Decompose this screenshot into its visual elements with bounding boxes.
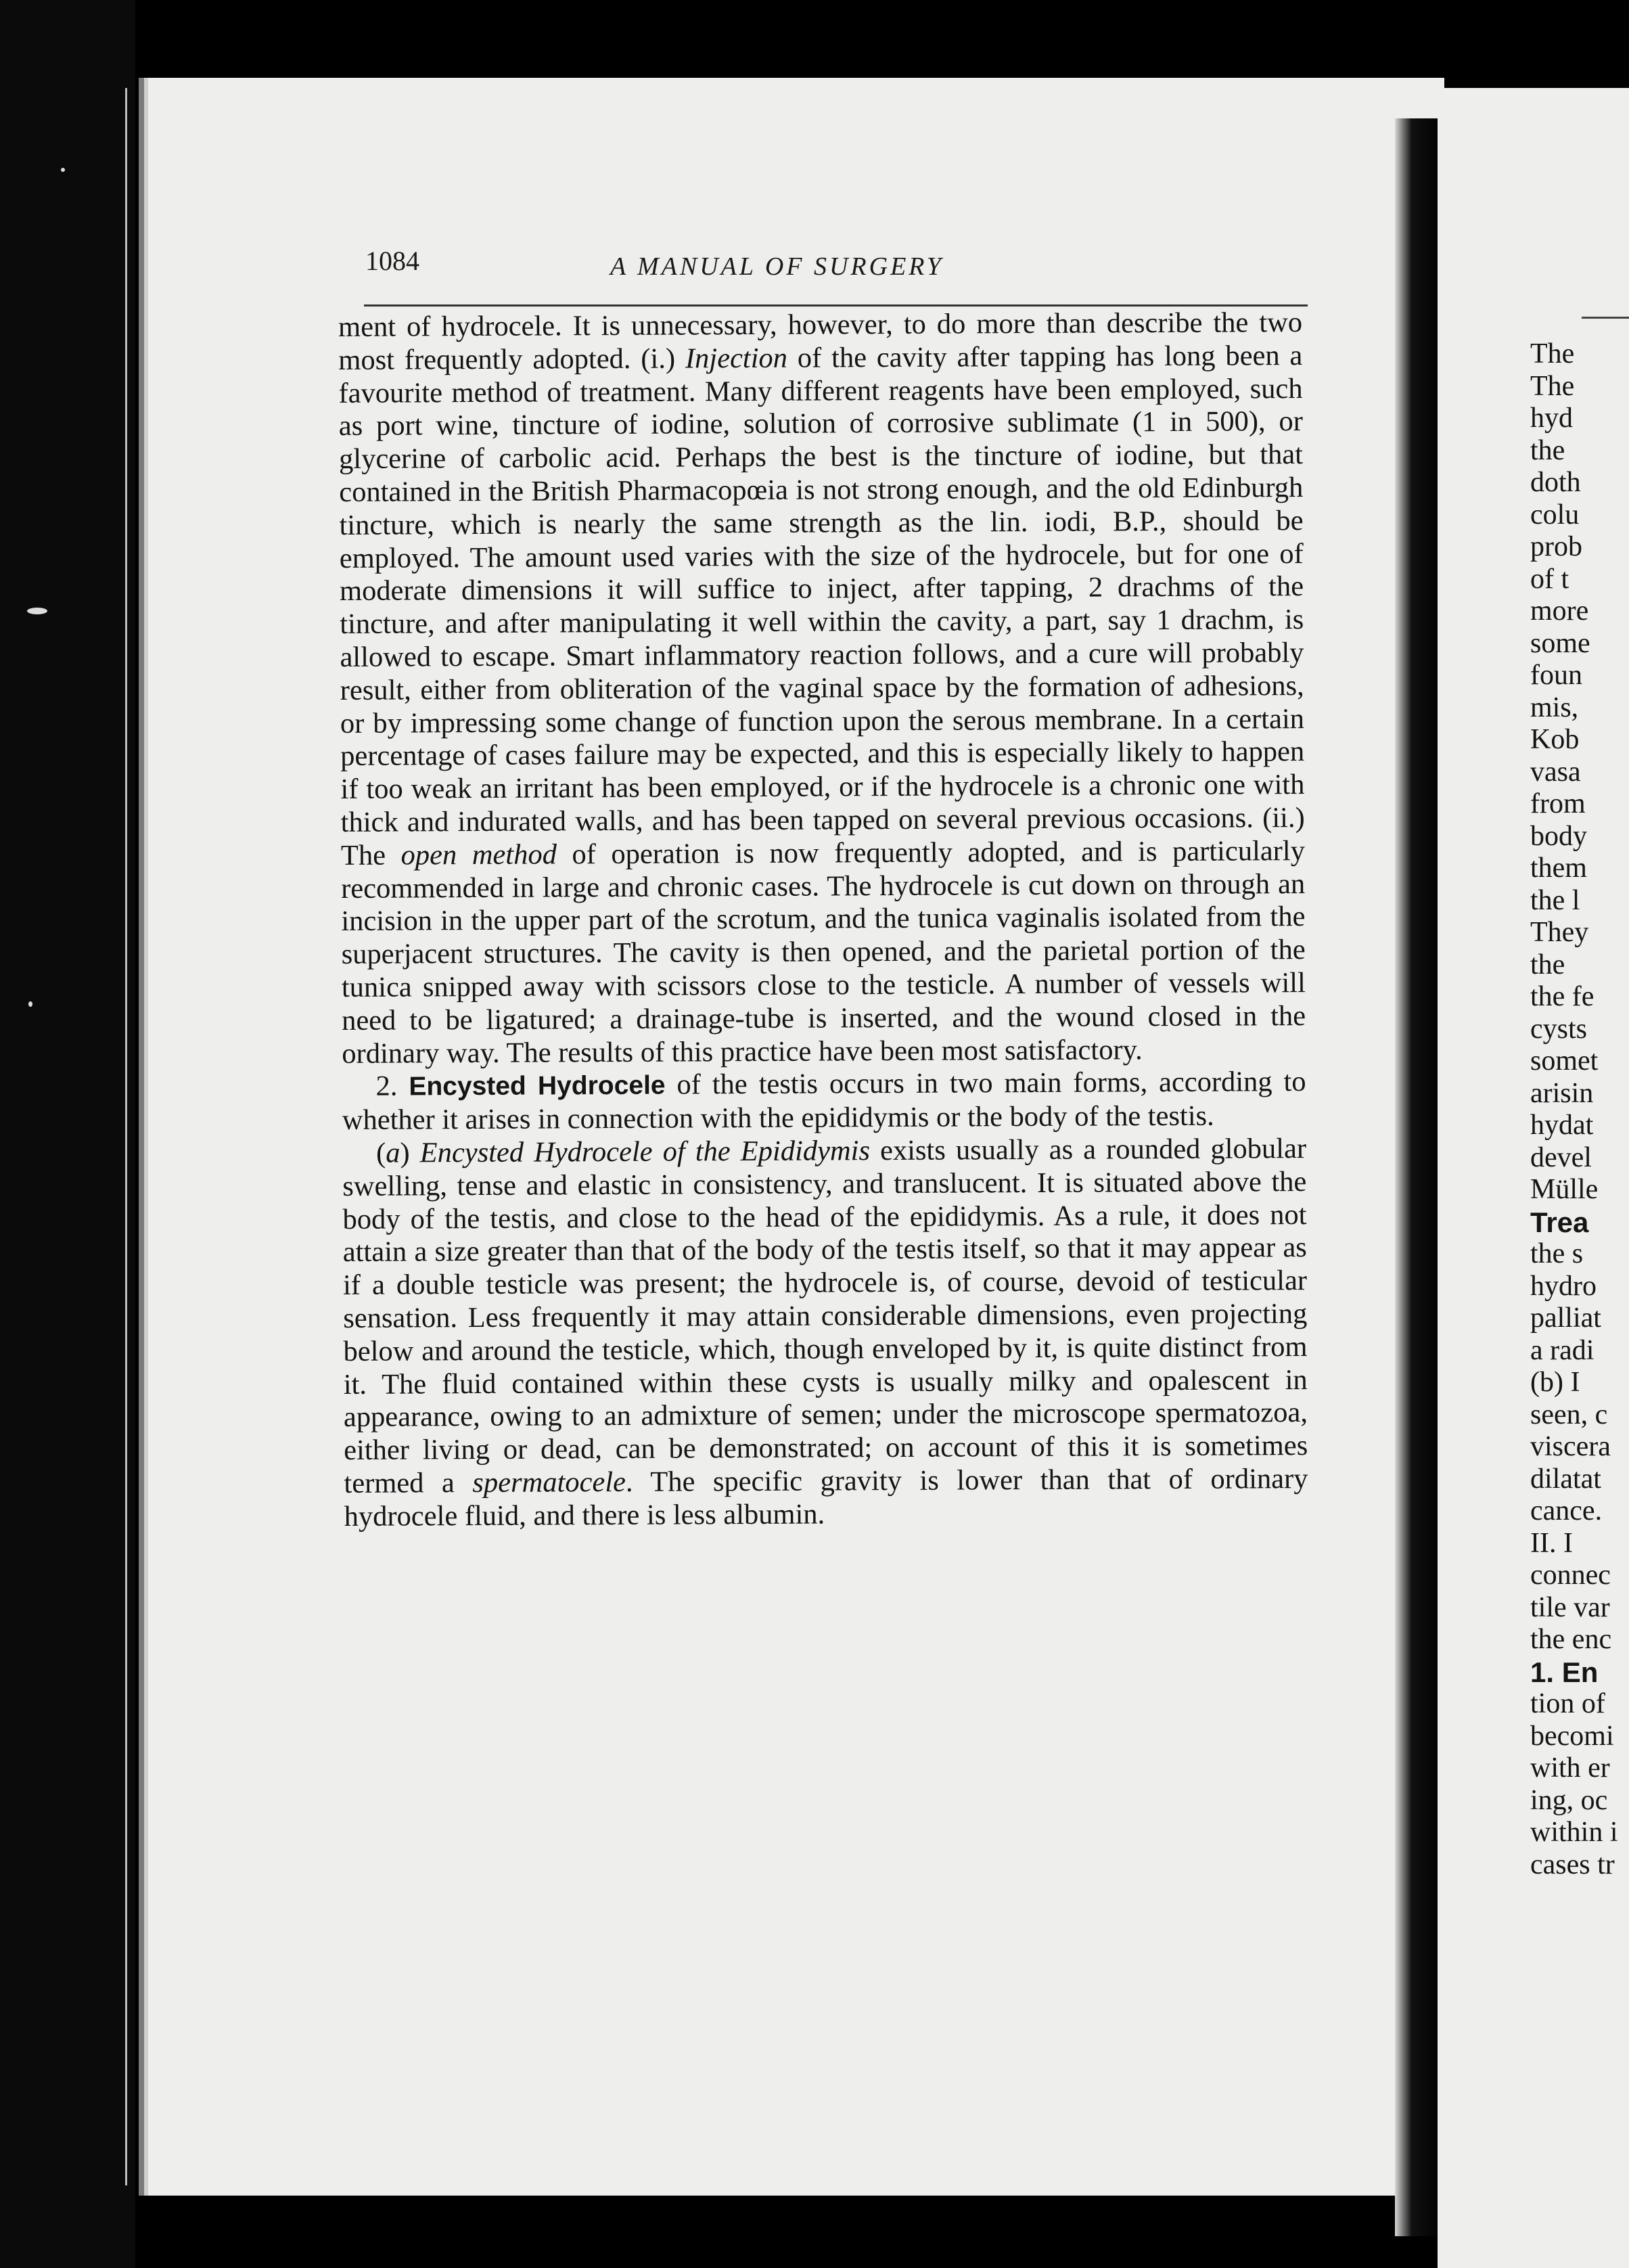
facing-page-line: hydat — [1530, 1110, 1594, 1141]
facing-page-line: ing, oc — [1530, 1784, 1608, 1816]
facing-page-line: the — [1530, 949, 1565, 980]
facing-page-line: connec — [1530, 1560, 1611, 1591]
page-number: 1084 — [365, 246, 419, 276]
facing-page-line: body — [1530, 820, 1587, 852]
scan-left-margin — [0, 0, 135, 2268]
facing-page-line: Mülle — [1530, 1174, 1599, 1205]
facing-page-line: cance. — [1530, 1495, 1603, 1526]
facing-page-line: the s — [1530, 1238, 1584, 1269]
header-rule — [364, 304, 1308, 307]
facing-page-line: prob — [1530, 531, 1582, 562]
running-title: A MANUAL OF SURGERY — [610, 252, 944, 281]
scan-speck — [28, 1001, 32, 1007]
book-gutter — [1395, 118, 1442, 2236]
facing-page-line: becomi — [1530, 1720, 1614, 1752]
facing-page-line: foun — [1530, 660, 1582, 691]
facing-page-line: doth — [1530, 467, 1581, 498]
facing-page-line: of t — [1530, 563, 1569, 595]
facing-page-line: the — [1530, 434, 1565, 466]
paragraph-epididymis: (a) Encysted Hydrocele of the Epididymis exists usually as a rounded globular swelling, tense and elastic in consistency, and translucent. It is situated above the body of the testis, and close to the head of the epididymis. As a rule, it does not attain a size greater than that of the body of the testis itself, so that it may appear as if a double testicle was present; the hydrocele is, of course, devoid of testicular sensation. Less frequently it may attain considerable dimensions, even projecting below and around the testicle, which, though enveloped by it, is quite distinct from it. The fluid contained within these cysts is usually milky and opalescent in appearance, owing to an admixture of semen; under the microscope spermatozoa, either living or dead, can be demonstrated; on account of this it is sometimes termed a spermatocele. The specific gravity is lower than that of ordinary hydrocele fluid, and there is less albumin. — [342, 1132, 1308, 1533]
facing-page-line: more — [1530, 595, 1589, 627]
facing-page-line: devel — [1530, 1141, 1592, 1173]
facing-page-line: The — [1530, 370, 1575, 402]
paragraph-hydrocele-treatment: ment of hydrocele. It is unnecessary, however, to do more than describe the two most frequently adopted. (i.) Injection of the cavity after tapping has long been a favourite method of treatment. Many different reagents have been employed, such as port wine, tincture of iodine, solution of corrosive sublimate (1 in 500), or glycerine of carbolic acid. Perhaps the best is the tincture of iodine, but that contained in the British Pharmacopœia is not strong enough, and the old Edinburgh tincture, which is nearly the same strength as the lin. iodi, B.P., should be employed. The amount used varies with the size of the hydrocele, but for one of moderate dimensions it will suffice to inject, after tapping, 2 drachms of the tincture, and after manipulating it well within the cavity, a part, say 1 drachm, is allowed to escape. Smart inflammatory reaction follows, and a cure will probably result, either from obliteration of the vaginal space by the formation of adhesions, or by impressing some change of function upon the serous membrane. In a certain percentage of cases failure may be expected, and this is especially likely to happen if too weak an irritant has been employed, or if the hydrocele is a chronic one with thick and indurated walls, and has been tapped on several previous occasions. (ii.) The open method of operation is now frequently adopted, and is particularly recommended in large and chronic cases. The hydrocele is cut down on through an incision in the upper part of the scrotum, and the tunica vaginalis isolated from the superjacent structures. The cavity is then opened, and the parietal portion of the tunica snipped away with scissors close to the testicle. A number of vessels will need to be ligatured; a drainage-tube is inserted, and the wound closed in the ordinary way. The results of this practice have been most satisfactory. — [338, 307, 1306, 1070]
facing-page-line: the enc — [1530, 1624, 1612, 1655]
paragraph-encysted-hydrocele: 2. Encysted Hydrocele of the testis occurs in two main forms, according to whether it arises in connection with the epididymis or the body of the testis. — [342, 1066, 1306, 1137]
facing-page-line: the l — [1530, 884, 1580, 916]
facing-page-line: hyd — [1530, 403, 1573, 434]
facing-page-line: colu — [1530, 499, 1580, 530]
scan-speck — [27, 608, 47, 614]
facing-page-line: vasa — [1530, 756, 1581, 788]
facing-page-line: palliat — [1530, 1302, 1601, 1334]
facing-page-rule — [1582, 317, 1629, 319]
facing-page-line: tile var — [1530, 1591, 1610, 1623]
facing-page-line: with er — [1530, 1752, 1610, 1784]
facing-page-line: II. I — [1530, 1527, 1573, 1559]
facing-page-line: them — [1530, 853, 1587, 884]
page-body — [338, 307, 1308, 1533]
facing-page-line: tion of — [1530, 1688, 1605, 1719]
facing-page-line: cysts — [1530, 1013, 1587, 1045]
facing-page-line: viscera — [1530, 1431, 1611, 1462]
facing-page-line: arisin — [1530, 1077, 1594, 1109]
facing-page-line: hydro — [1530, 1270, 1597, 1302]
facing-page-line: somet — [1530, 1045, 1599, 1076]
facing-page-line: Trea — [1530, 1206, 1589, 1238]
scan-speck — [61, 168, 65, 172]
facing-page-line: within i — [1530, 1817, 1618, 1848]
facing-page-text — [1530, 338, 1629, 1881]
facing-page-line: The — [1530, 338, 1575, 369]
facing-page-line: cases tr — [1530, 1849, 1615, 1880]
facing-page-line: mis, — [1530, 691, 1579, 723]
facing-page-line: some — [1530, 627, 1590, 659]
facing-page-line: from — [1530, 788, 1586, 819]
section-heading: Encysted Hydrocele — [409, 1070, 666, 1102]
facing-page-line: Kob — [1530, 724, 1580, 755]
facing-page-line: the fe — [1530, 981, 1594, 1012]
facing-page-line: dilatat — [1530, 1463, 1601, 1495]
facing-page-line: seen, c — [1530, 1399, 1608, 1430]
facing-page-line: 1. En — [1530, 1656, 1599, 1688]
facing-page-line: (b) I — [1530, 1367, 1580, 1398]
facing-page-line: They — [1530, 917, 1589, 948]
facing-page-line: a radi — [1530, 1334, 1594, 1366]
